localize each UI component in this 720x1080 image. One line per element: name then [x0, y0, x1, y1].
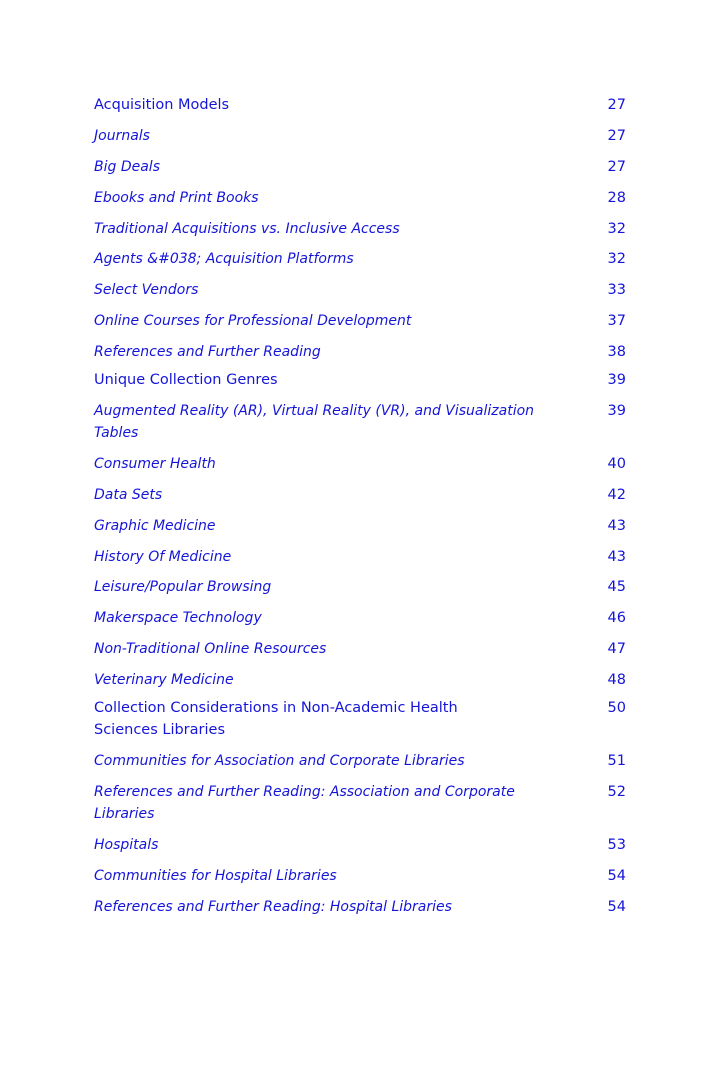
toc-entry-online-courses[interactable] — [94, 310, 626, 332]
toc-entry-page: 27 — [607, 97, 626, 113]
toc-entry-big-deals[interactable] — [94, 156, 626, 178]
toc-entry-page: 51 — [607, 753, 626, 770]
toc-entry-title: Veterinary Medicine — [94, 672, 234, 689]
toc-entry-page: 42 — [607, 486, 626, 503]
toc-entry-page: 37 — [607, 313, 626, 330]
toc-entry-title: References and Further Reading: Association and Corporate Libraries — [94, 783, 515, 822]
toc-entry-title: Communities for Hospital Libraries — [94, 867, 337, 884]
toc-entry-page: 40 — [607, 455, 626, 472]
toc-entry-title: Collection Considerations in Non-Academic Health Sciences Libraries — [94, 700, 458, 739]
toc-entry-title: Consumer Health — [94, 455, 216, 472]
toc-entry-leisure-popular-browsing[interactable] — [94, 576, 626, 598]
toc-entry-graphic-medicine[interactable] — [94, 515, 626, 537]
table-of-contents — [94, 94, 626, 918]
toc-entry-title: Hospitals — [94, 836, 159, 853]
toc-entry-collection-considerations[interactable] — [94, 697, 626, 741]
toc-entry-page: 27 — [607, 158, 626, 175]
toc-entry-page: 50 — [607, 700, 626, 717]
toc-entry-title: Online Courses for Professional Development — [94, 313, 412, 330]
toc-entry-hospitals[interactable] — [94, 834, 626, 856]
toc-entry-page: 45 — [607, 579, 626, 596]
toc-entry-page: 43 — [607, 517, 626, 534]
toc-entry-page: 32 — [607, 220, 626, 237]
toc-entry-title: Augmented Reality (AR), Virtual Reality (VR), and Visualization Tables — [94, 403, 535, 442]
toc-entry-page: 33 — [607, 282, 626, 299]
toc-entry-page: 54 — [607, 898, 626, 915]
toc-entry-data-sets[interactable] — [94, 484, 626, 506]
toc-entry-page: 54 — [607, 867, 626, 884]
toc-entry-title: Non-Traditional Online Resources — [94, 641, 327, 658]
toc-entry-history-of-medicine[interactable] — [94, 546, 626, 568]
toc-entry-makerspace-technology[interactable] — [94, 607, 626, 629]
toc-entry-agents-acquisition-platforms[interactable] — [94, 248, 626, 270]
toc-entry-title: Unique Collection Genres — [94, 372, 278, 389]
toc-entry-ar-vr-visualization-tables[interactable] — [94, 400, 626, 444]
toc-entry-title: Select Vendors — [94, 282, 199, 299]
toc-entry-title: Ebooks and Print Books — [94, 189, 259, 206]
toc-entry-page: 32 — [607, 251, 626, 268]
toc-entry-consumer-health[interactable] — [94, 453, 626, 475]
toc-entry-unique-collection-genres[interactable] — [94, 369, 626, 391]
toc-entry-title: Traditional Acquisitions vs. Inclusive Access — [94, 220, 400, 237]
toc-entry-non-traditional-online-resources[interactable] — [94, 638, 626, 660]
toc-entry-page: 27 — [607, 127, 626, 144]
toc-entry-title: Agents &#038; Acquisition Platforms — [94, 251, 354, 268]
toc-entry-select-vendors[interactable] — [94, 279, 626, 301]
toc-entry-title: History Of Medicine — [94, 548, 232, 565]
toc-entry-communities-hospital-libraries[interactable] — [94, 865, 626, 887]
toc-entry-title: References and Further Reading — [94, 344, 321, 361]
toc-entry-title: Data Sets — [94, 486, 163, 503]
toc-entry-title: Big Deals — [94, 158, 160, 175]
toc-entry-page: 39 — [607, 372, 626, 389]
toc-entry-title: Journals — [94, 127, 150, 144]
toc-entry-title: References and Further Reading: Hospital Libraries — [94, 898, 452, 915]
toc-entry-page: 28 — [607, 189, 626, 206]
toc-entry-page: 52 — [607, 783, 626, 800]
toc-entry-page: 39 — [607, 403, 626, 420]
toc-entry-page: 46 — [607, 610, 626, 627]
toc-entry-references-hospital-libraries[interactable] — [94, 896, 626, 918]
toc-entry-page: 47 — [607, 641, 626, 658]
toc-entry-page: 43 — [607, 548, 626, 565]
toc-entry-page: 48 — [607, 672, 626, 689]
toc-entry-title: Leisure/Popular Browsing — [94, 579, 272, 596]
toc-entry-title: Graphic Medicine — [94, 517, 216, 534]
toc-entry-page: 38 — [607, 344, 626, 361]
toc-entry-references-further-reading[interactable] — [94, 341, 626, 363]
toc-entry-title: Communities for Association and Corporate Libraries — [94, 753, 465, 770]
toc-entry-acquisition-models[interactable] — [94, 94, 626, 116]
toc-entry-references-association-corporate[interactable] — [94, 781, 626, 825]
toc-entry-title: Acquisition Models — [94, 97, 230, 113]
toc-entry-communities-association-corporate[interactable] — [94, 750, 626, 772]
toc-entry-page: 53 — [607, 836, 626, 853]
toc-entry-veterinary-medicine[interactable] — [94, 669, 626, 691]
toc-entry-journals[interactable] — [94, 125, 626, 147]
toc-entry-title: Makerspace Technology — [94, 610, 262, 627]
toc-entry-traditional-acquisitions[interactable] — [94, 218, 626, 240]
toc-entry-ebooks-and-print-books[interactable] — [94, 187, 626, 209]
